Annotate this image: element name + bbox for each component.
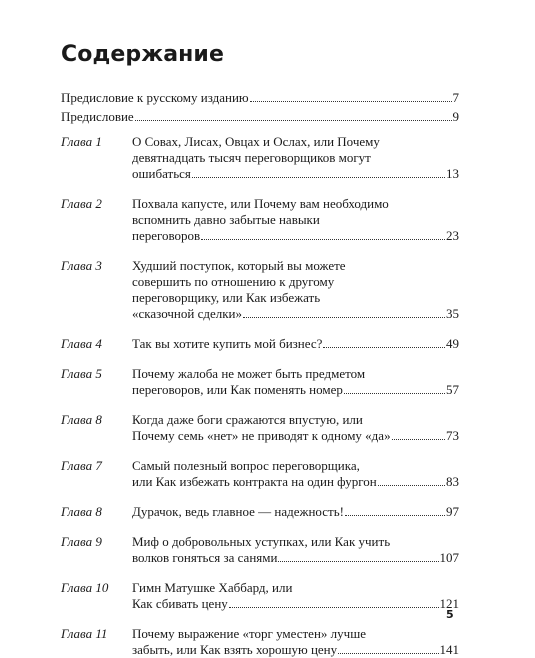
toc-entry-page: 9 xyxy=(452,109,459,124)
chapter-title xyxy=(132,134,459,182)
chapter-label: Глава 7 xyxy=(61,458,102,473)
chapter-title-last-line xyxy=(132,642,459,658)
leader-dots xyxy=(323,347,445,348)
chapter-page: 121 xyxy=(439,596,459,611)
chapter-title xyxy=(132,196,459,244)
leader-dots xyxy=(344,393,445,394)
leader-dots xyxy=(201,239,445,240)
chapter-label: Глава 1 xyxy=(61,134,102,149)
toc-chapter-entry[interactable] xyxy=(61,534,459,566)
chapter-page: 57 xyxy=(446,382,459,397)
chapter-label: Глава 5 xyxy=(61,366,102,381)
table-of-contents xyxy=(61,90,459,658)
chapter-title-line: Почему жалоба не может быть предметом xyxy=(132,366,366,381)
chapter-title xyxy=(132,580,459,612)
chapter-title xyxy=(132,504,459,520)
chapter-title-last-line xyxy=(132,336,459,352)
chapter-title-line: переговоров, или Как поменять номер xyxy=(132,382,343,397)
toc-entry-page: 7 xyxy=(452,90,459,105)
chapter-label: Глава 2 xyxy=(61,196,102,211)
chapter-list xyxy=(61,134,459,658)
chapter-label: Глава 11 xyxy=(61,626,108,641)
page-number: 5 xyxy=(446,608,454,621)
chapter-title-last-line xyxy=(132,382,459,398)
chapter-title-last-line xyxy=(132,474,459,490)
chapter-title xyxy=(132,336,459,352)
chapter-title xyxy=(132,412,459,444)
chapter-title-line: Похвала капусте, или Почему вам необходимо xyxy=(132,196,389,211)
chapter-label: Глава 10 xyxy=(61,580,109,595)
toc-entry-title: Предисловие xyxy=(61,109,134,124)
chapter-title-line: «сказочной сделки» xyxy=(132,306,242,321)
leader-dots xyxy=(135,120,452,121)
chapter-title-line: Так вы хотите купить мой бизнес? xyxy=(132,336,323,351)
chapter-page: 141 xyxy=(439,642,459,657)
chapter-title-line: переговорщику, или Как избежать xyxy=(132,290,321,305)
chapter-page: 35 xyxy=(446,306,459,321)
chapter-title-line: переговоров xyxy=(132,228,201,243)
chapter-page: 83 xyxy=(446,474,459,489)
chapter-title-last-line xyxy=(132,166,459,182)
chapter-label: Глава 4 xyxy=(61,336,102,351)
chapter-title xyxy=(132,258,459,322)
chapter-title-line: Когда даже боги сражаются впустую, или xyxy=(132,412,363,427)
chapter-page: 97 xyxy=(446,504,459,519)
toc-chapter-entry[interactable] xyxy=(61,134,459,182)
chapter-title-line: Почему семь «нет» не приводят к одному «да» xyxy=(132,428,391,443)
chapter-page: 73 xyxy=(446,428,459,443)
page-title: Содержание xyxy=(61,42,224,67)
chapter-title-line: Самый полезный вопрос переговорщика, xyxy=(132,458,360,473)
chapter-title-line: вспомнить давно забытые навыки xyxy=(132,212,320,227)
chapter-title-last-line xyxy=(132,428,459,444)
toc-chapter-entry[interactable] xyxy=(61,336,459,352)
chapter-title-line: Дурачок, ведь главное — надежность! xyxy=(132,504,344,519)
toc-chapter-entry[interactable] xyxy=(61,580,459,612)
chapter-title-line: Миф о добровольных уступках, или Как учить xyxy=(132,534,391,549)
chapter-title-line: девятнадцать тысяч переговорщиков могут xyxy=(132,150,371,165)
leader-dots xyxy=(192,177,445,178)
chapter-title-last-line xyxy=(132,504,459,520)
chapter-title-line: ошибаться xyxy=(132,166,191,181)
toc-entry-preface[interactable] xyxy=(61,109,459,125)
leader-dots xyxy=(338,653,438,654)
toc-chapter-entry[interactable] xyxy=(61,504,459,520)
leader-dots xyxy=(378,485,445,486)
chapter-title-line: забыть, или Как взять хорошую цену xyxy=(132,642,338,657)
chapter-title-line: Гимн Матушке Хаббард, или xyxy=(132,580,293,595)
chapter-label: Глава 3 xyxy=(61,258,102,273)
leader-dots xyxy=(278,561,438,562)
chapter-title-last-line xyxy=(132,306,459,322)
chapter-title-line: О Совах, Лисах, Овцах и Ослах, или Почему xyxy=(132,134,380,149)
chapter-label: Глава 8 xyxy=(61,412,102,427)
chapter-label: Глава 9 xyxy=(61,534,102,549)
leader-dots xyxy=(243,317,445,318)
chapter-title-line: Как сбивать цену xyxy=(132,596,228,611)
toc-chapter-entry[interactable] xyxy=(61,258,459,322)
chapter-page: 13 xyxy=(446,166,459,181)
toc-chapter-entry[interactable] xyxy=(61,412,459,444)
toc-entry-title: Предисловие к русскому изданию xyxy=(61,90,249,105)
chapter-page: 23 xyxy=(446,228,459,243)
leader-dots xyxy=(345,515,445,516)
chapter-label: Глава 8 xyxy=(61,504,102,519)
chapter-title-line: совершить по отношению к другому xyxy=(132,274,335,289)
toc-chapter-entry[interactable] xyxy=(61,366,459,398)
leader-dots xyxy=(392,439,445,440)
chapter-title-last-line xyxy=(132,596,459,612)
toc-chapter-entry[interactable] xyxy=(61,458,459,490)
toc-entry-preface-russian[interactable] xyxy=(61,90,459,106)
chapter-title-last-line xyxy=(132,550,459,566)
chapter-title-line: волков гоняться за санями xyxy=(132,550,278,565)
chapter-page: 107 xyxy=(439,550,459,565)
chapter-title-line: Худший поступок, который вы можете xyxy=(132,258,346,273)
toc-chapter-entry[interactable] xyxy=(61,196,459,244)
chapter-title xyxy=(132,534,459,566)
leader-dots xyxy=(250,101,452,102)
chapter-page: 49 xyxy=(446,336,459,351)
leader-dots xyxy=(229,607,439,608)
chapter-title-last-line xyxy=(132,228,459,244)
chapter-title-line: Почему выражение «торг уместен» лучше xyxy=(132,626,366,641)
chapter-title xyxy=(132,458,459,490)
chapter-title-line: или Как избежать контракта на один фургон xyxy=(132,474,377,489)
chapter-title xyxy=(132,366,459,398)
